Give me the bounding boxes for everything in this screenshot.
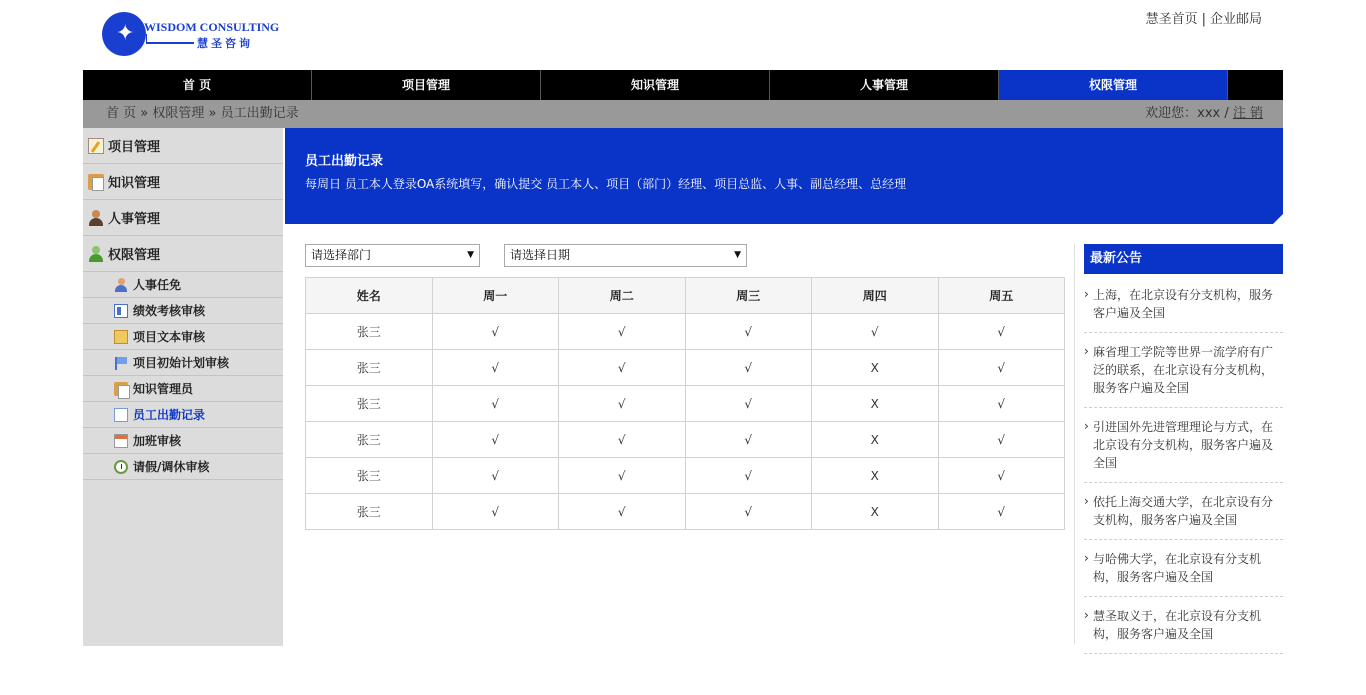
breadcrumb-separator: »: [136, 106, 153, 121]
table-cell: √: [685, 350, 812, 386]
home-link[interactable]: 慧圣首页: [1145, 12, 1198, 27]
sidebar-subitem-label: 员工出勤记录: [133, 408, 206, 422]
sidebar-subitem-appointments[interactable]: [83, 272, 283, 298]
folder-icon: [114, 330, 128, 344]
logo-english-text: WISDOM CONSULTING: [144, 20, 280, 34]
user-icon: [88, 210, 104, 226]
nav-item-hr[interactable]: 人事管理: [770, 70, 999, 100]
nav-item-knowledge[interactable]: 知识管理: [541, 70, 770, 100]
column-header: 姓名: [306, 278, 433, 314]
sidebar-subitem-attendance[interactable]: [83, 402, 283, 428]
table-cell: X: [812, 458, 939, 494]
table-cell: √: [938, 386, 1065, 422]
sidebar-item-hr[interactable]: [83, 200, 283, 236]
table-row: [306, 386, 1065, 422]
edit-icon: [88, 138, 104, 154]
sidebar-item-label: 知识管理: [108, 176, 161, 191]
table-cell: √: [938, 494, 1065, 530]
page-header-panel: [285, 128, 1283, 224]
table-cell: √: [432, 314, 559, 350]
table-cell: √: [559, 350, 686, 386]
column-header: 周一: [432, 278, 559, 314]
date-select-value: 请选择日期: [510, 248, 571, 262]
page-title: 员工出勤记录: [305, 154, 384, 169]
department-select-value: 请选择部门: [311, 248, 372, 262]
table-cell: X: [812, 494, 939, 530]
notice-item[interactable]: › 与哈佛大学，在北京设有分支机构，服务客户遍及全国: [1084, 540, 1283, 597]
table-row: [306, 422, 1065, 458]
table-cell: √: [938, 458, 1065, 494]
user-green-icon: [88, 246, 104, 262]
table-cell: √: [812, 314, 939, 350]
dropdown-arrow-icon: ▼: [467, 250, 474, 260]
notice-item[interactable]: › 慧圣取义于，在北京设有分支机构，服务客户遍及全国: [1084, 597, 1283, 654]
star-icon: ✦: [116, 21, 135, 46]
link-separator: |: [1201, 12, 1206, 27]
nav-item-home[interactable]: 首 页: [83, 70, 312, 100]
table-row: [306, 350, 1065, 386]
table-row: [306, 314, 1065, 350]
table-cell: 张三: [306, 458, 433, 494]
table-cell: 张三: [306, 350, 433, 386]
column-header: 周四: [812, 278, 939, 314]
sidebar-subitem-label: 人事任免: [133, 278, 182, 292]
welcome-user: 欢迎您：xxx /: [1145, 106, 1229, 121]
sidebar-item-projects[interactable]: [83, 128, 283, 164]
breadcrumb-section[interactable]: 权限管理: [152, 106, 205, 121]
column-header: 周二: [559, 278, 686, 314]
nav-item-projects[interactable]: 项目管理: [312, 70, 541, 100]
sidebar-item-knowledge[interactable]: [83, 164, 283, 200]
sidebar-subitem-label: 请假/调休审核: [133, 460, 210, 474]
attendance-table: [305, 277, 1065, 530]
flag-icon: [114, 356, 128, 370]
clock-icon: [114, 460, 128, 474]
table-cell: √: [559, 314, 686, 350]
table-row: [306, 494, 1065, 530]
breadcrumb-separator: »: [204, 106, 221, 121]
person-icon: [114, 278, 128, 292]
page-description: 每周日 员工本人登录OA系统填写，确认提交 员工本人、项目（部门）经理、项目总监、人事、副总经理、总经理: [305, 177, 907, 191]
notice-item[interactable]: › 上海，在北京设有分支机构，服务客户遍及全国: [1084, 276, 1283, 333]
table-cell: 张三: [306, 314, 433, 350]
table-cell: √: [685, 314, 812, 350]
department-select[interactable]: [305, 244, 480, 267]
sidebar: [83, 128, 283, 646]
table-cell: √: [559, 458, 686, 494]
table-cell: √: [938, 422, 1065, 458]
table-row: [306, 458, 1065, 494]
sidebar-item-label: 项目管理: [108, 140, 161, 155]
breadcrumb-current: 员工出勤记录: [220, 106, 299, 121]
sidebar-subitem-initial-plan-review[interactable]: [83, 350, 283, 376]
table-cell: √: [559, 386, 686, 422]
logo-underline: [146, 42, 194, 44]
notice-item[interactable]: › 引进国外先进管理理论与方式，在北京设有分支机构，服务客户遍及全国: [1084, 408, 1283, 483]
table-cell: X: [812, 386, 939, 422]
calendar-icon: [114, 434, 128, 448]
table-cell: √: [938, 350, 1065, 386]
sidebar-subitem-label: 项目文本审核: [133, 330, 206, 344]
sidebar-subitem-project-text-review[interactable]: [83, 324, 283, 350]
table-cell: 张三: [306, 386, 433, 422]
welcome-text: [1145, 100, 1263, 128]
mail-link[interactable]: 企业邮局: [1209, 12, 1262, 27]
sidebar-subitem-overtime-review[interactable]: [83, 428, 283, 454]
table-header-row: [306, 278, 1065, 314]
notice-item[interactable]: › 麻省理工学院等世界一流学府有广泛的联系，在北京设有分支机构，服务客户遍及全国: [1084, 333, 1283, 408]
logout-link[interactable]: 注 销: [1232, 106, 1263, 121]
sidebar-subitem-leave-review[interactable]: [83, 454, 283, 480]
table-cell: 张三: [306, 494, 433, 530]
dropdown-arrow-icon: ▼: [734, 250, 741, 260]
table-cell: √: [685, 494, 812, 530]
panel-corner: [1273, 214, 1283, 224]
table-cell: √: [685, 422, 812, 458]
clipboard-icon: [114, 382, 128, 396]
sidebar-item-label: 权限管理: [108, 248, 161, 263]
table-cell: √: [559, 494, 686, 530]
table-cell: √: [432, 422, 559, 458]
table-cell: √: [685, 386, 812, 422]
column-header: 周三: [685, 278, 812, 314]
nav-item-permissions[interactable]: 权限管理: [999, 70, 1228, 100]
table-cell: √: [938, 314, 1065, 350]
sidebar-item-label: 人事管理: [108, 212, 161, 227]
table-cell: √: [432, 386, 559, 422]
table-cell: 张三: [306, 422, 433, 458]
divider: [1074, 244, 1075, 644]
notices-title: 最新公告: [1084, 244, 1283, 274]
breadcrumb-bar: [83, 100, 1283, 128]
sidebar-subitem-label: 加班审核: [133, 434, 182, 448]
table-cell: √: [685, 458, 812, 494]
logo-chinese-text: 慧圣咨询: [197, 38, 253, 50]
table-cell: √: [432, 350, 559, 386]
table-cell: √: [432, 458, 559, 494]
notices-list: [1084, 276, 1283, 654]
sidebar-subitem-label: 绩效考核审核: [133, 304, 206, 318]
sidebar-subitem-performance-review[interactable]: [83, 298, 283, 324]
table-cell: X: [812, 422, 939, 458]
column-header: 周五: [938, 278, 1065, 314]
document-icon: [114, 304, 128, 318]
date-select[interactable]: [504, 244, 747, 267]
table-cell: X: [812, 350, 939, 386]
sidebar-subitem-label: 知识管理员: [133, 382, 194, 396]
logo[interactable]: [102, 12, 282, 58]
breadcrumb-home[interactable]: 首 页: [106, 106, 137, 121]
notice-item[interactable]: › 依托上海交通大学，在北京设有分支机构，服务客户遍及全国: [1084, 483, 1283, 540]
page-icon: [114, 408, 128, 422]
sidebar-subitem-label: 项目初始计划审核: [133, 356, 230, 370]
breadcrumb: [106, 100, 299, 128]
table-cell: √: [559, 422, 686, 458]
top-links: [1146, 8, 1262, 27]
sidebar-subitem-knowledge-admin[interactable]: [83, 376, 283, 402]
sidebar-item-permissions[interactable]: [83, 236, 283, 272]
main-nav: [83, 70, 1283, 100]
table-cell: √: [432, 494, 559, 530]
clipboard-icon: [88, 174, 104, 190]
